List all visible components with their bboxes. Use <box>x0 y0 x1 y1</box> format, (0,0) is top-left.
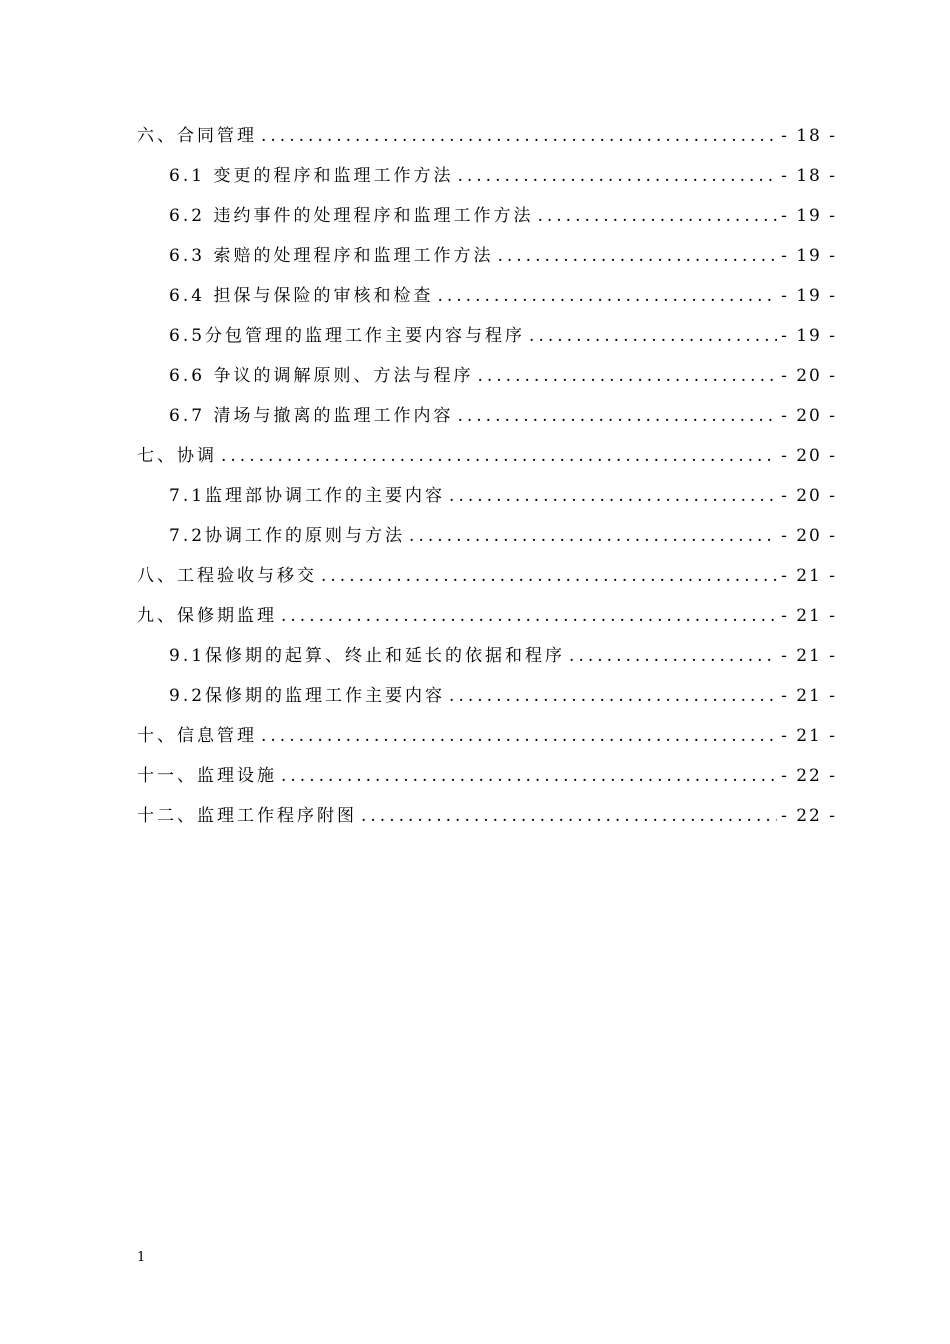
toc-dot-leader <box>281 756 777 796</box>
page-number: 1 <box>137 1250 146 1265</box>
toc-dot-leader <box>449 676 777 716</box>
toc-entry[interactable] <box>137 196 837 236</box>
toc-entry-page: - 21 - <box>781 686 837 706</box>
toc-dot-leader <box>497 236 777 276</box>
table-of-contents <box>137 116 837 836</box>
toc-entry-page: - 18 - <box>781 126 837 146</box>
toc-entry-page: - 21 - <box>781 606 837 626</box>
toc-dot-leader <box>529 316 777 356</box>
toc-dot-leader <box>261 116 777 156</box>
toc-dot-leader <box>281 596 777 636</box>
toc-dot-leader <box>221 436 777 476</box>
toc-entry[interactable] <box>137 556 837 596</box>
toc-entry-page: - 20 - <box>781 366 837 386</box>
toc-dot-leader <box>449 476 777 516</box>
toc-dot-leader <box>457 396 777 436</box>
toc-entry-page: - 20 - <box>781 526 837 546</box>
toc-entry-page: - 21 - <box>781 646 837 666</box>
toc-entry-title: 6.5分包管理的监理工作主要内容与程序 <box>169 326 526 346</box>
toc-entry-title: 6.1 变更的程序和监理工作方法 <box>169 166 454 186</box>
toc-entry-title: 6.2 违约事件的处理程序和监理工作方法 <box>169 206 534 226</box>
toc-entry-page: - 19 - <box>781 326 837 346</box>
toc-entry-page: - 20 - <box>781 446 837 466</box>
toc-dot-leader <box>569 636 777 676</box>
toc-entry-page: - 22 - <box>781 766 837 786</box>
toc-entry[interactable] <box>137 716 837 756</box>
toc-entry[interactable] <box>137 276 837 316</box>
toc-entry[interactable] <box>137 396 837 436</box>
toc-entry[interactable] <box>137 596 837 636</box>
toc-entry-title: 7.1监理部协调工作的主要内容 <box>169 486 446 506</box>
toc-entry-title: 十二、监理工作程序附图 <box>137 806 357 826</box>
toc-entry-page: - 19 - <box>781 286 837 306</box>
toc-dot-leader <box>477 356 777 396</box>
toc-entry[interactable] <box>137 356 837 396</box>
toc-entry-title: 十一、监理设施 <box>137 766 277 786</box>
toc-entry[interactable] <box>137 756 837 796</box>
toc-entry-title: 7.2协调工作的原则与方法 <box>169 526 406 546</box>
toc-entry-page: - 21 - <box>781 566 837 586</box>
toc-entry-page: - 21 - <box>781 726 837 746</box>
toc-entry-page: - 20 - <box>781 406 837 426</box>
toc-entry-title: 9.1保修期的起算、终止和延长的依据和程序 <box>169 646 566 666</box>
toc-dot-leader <box>409 516 777 556</box>
toc-entry-title: 9.2保修期的监理工作主要内容 <box>169 686 446 706</box>
toc-entry-title: 八、工程验收与移交 <box>137 566 317 586</box>
toc-entry-title: 七、协调 <box>137 446 217 466</box>
toc-dot-leader <box>261 716 777 756</box>
toc-entry[interactable] <box>137 236 837 276</box>
toc-entry-page: - 22 - <box>781 806 837 826</box>
toc-entry-page: - 19 - <box>781 206 837 226</box>
toc-entry[interactable] <box>137 476 837 516</box>
toc-entry-title: 6.7 清场与撤离的监理工作内容 <box>169 406 454 426</box>
toc-dot-leader <box>321 556 777 596</box>
toc-dot-leader <box>437 276 777 316</box>
toc-entry[interactable] <box>137 676 837 716</box>
toc-entry[interactable] <box>137 316 837 356</box>
toc-dot-leader <box>537 196 777 236</box>
toc-entry[interactable] <box>137 436 837 476</box>
toc-entry-title: 6.6 争议的调解原则、方法与程序 <box>169 366 474 386</box>
toc-entry-title: 六、合同管理 <box>137 126 257 146</box>
toc-entry[interactable] <box>137 636 837 676</box>
toc-entry-title: 6.3 索赔的处理程序和监理工作方法 <box>169 246 494 266</box>
toc-entry-page: - 20 - <box>781 486 837 506</box>
toc-entry[interactable] <box>137 156 837 196</box>
toc-entry-title: 十、信息管理 <box>137 726 257 746</box>
toc-entry[interactable] <box>137 116 837 156</box>
toc-dot-leader <box>361 796 777 836</box>
toc-entry-title: 九、保修期监理 <box>137 606 277 626</box>
toc-entry[interactable] <box>137 516 837 556</box>
toc-entry-title: 6.4 担保与保险的审核和检查 <box>169 286 434 306</box>
toc-entry-page: - 18 - <box>781 166 837 186</box>
toc-entry-page: - 19 - <box>781 246 837 266</box>
toc-entry[interactable] <box>137 796 837 836</box>
toc-dot-leader <box>457 156 777 196</box>
